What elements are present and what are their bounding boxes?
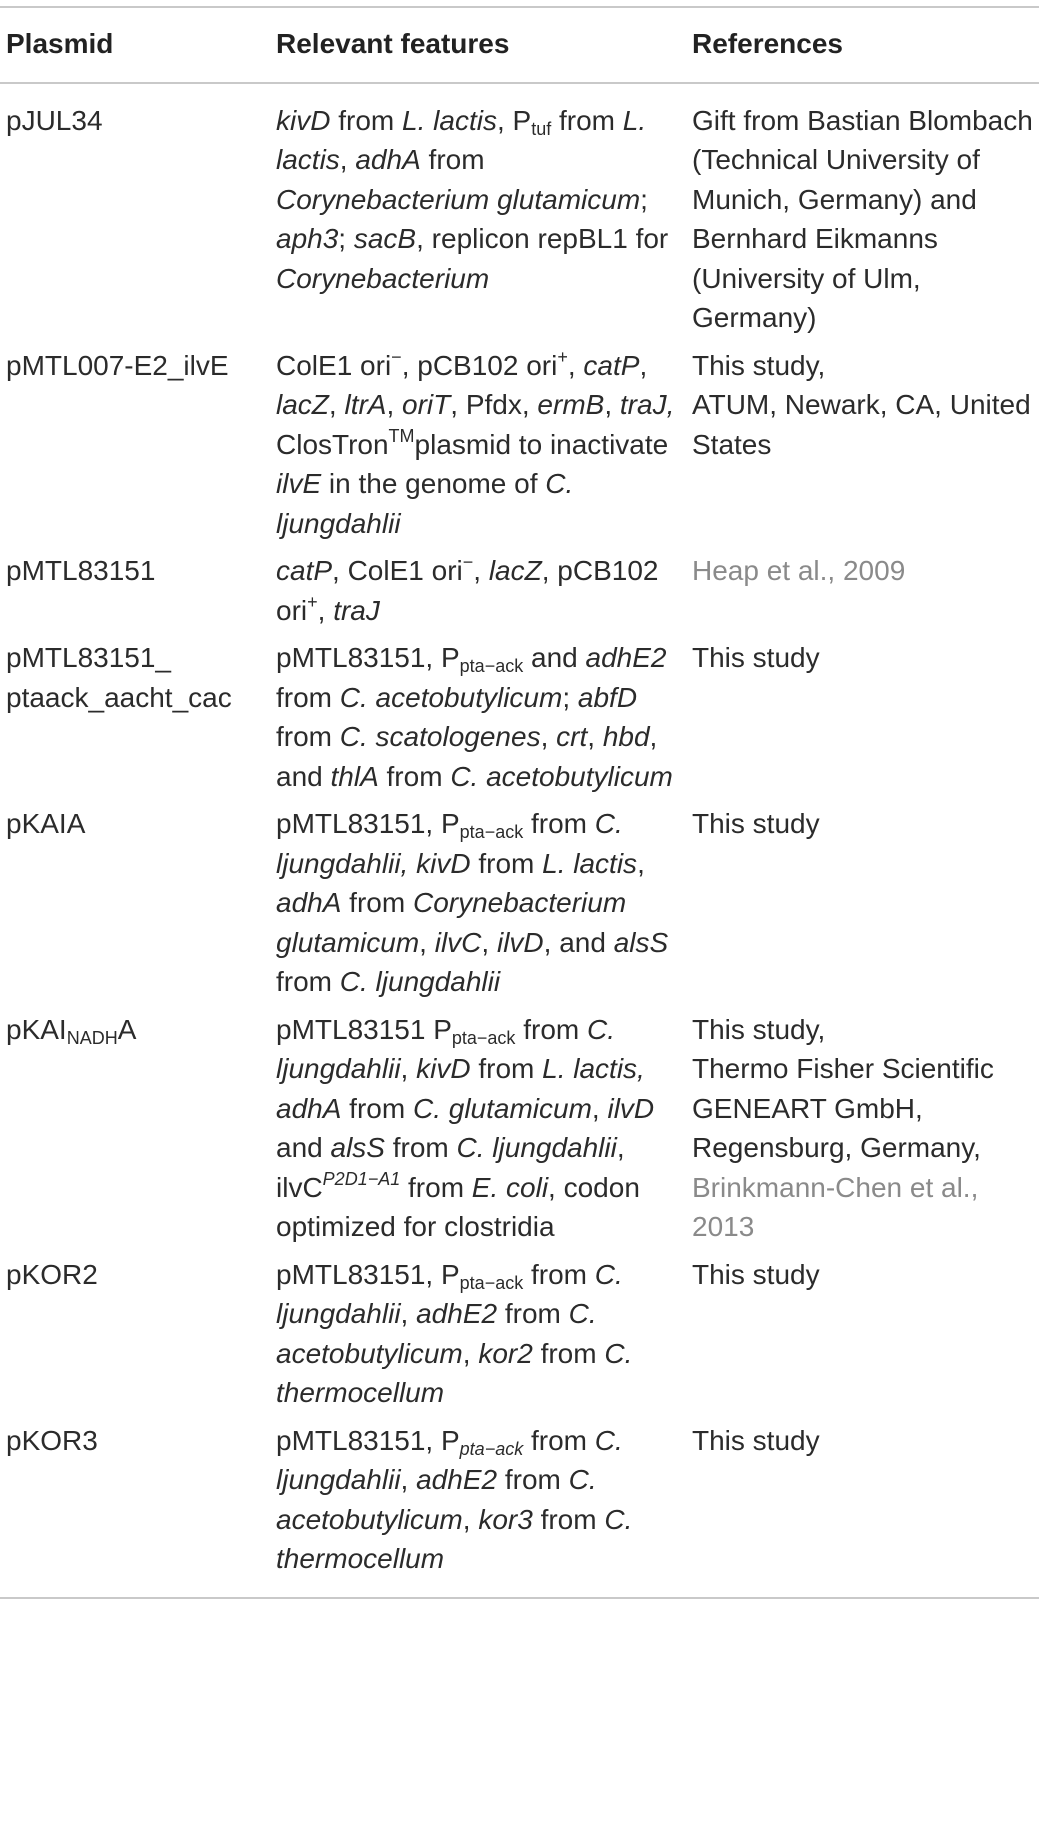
text: from	[523, 1424, 595, 1456]
features-cell	[270, 1010, 686, 1255]
text	[408, 848, 416, 879]
text: ;	[338, 223, 354, 254]
text: ,	[400, 1464, 417, 1495]
reference-text: ATUM, Newark, CA, United States	[692, 389, 1031, 460]
superscript: +	[557, 346, 568, 367]
reference-text: This study,	[692, 1013, 826, 1045]
table-row	[0, 1421, 1039, 1598]
gene-name: catP	[583, 349, 640, 381]
text: from	[532, 1337, 605, 1369]
organism-name: L. lactis, adhA	[276, 1053, 645, 1124]
plasmid-cell	[0, 1010, 270, 1255]
text: ,	[604, 389, 620, 420]
promoter-subscript: pta−ack	[459, 1438, 524, 1459]
gene-name: aph3	[276, 223, 339, 254]
text: ,	[400, 1053, 417, 1084]
text: pMTL83151, P	[276, 642, 460, 673]
variant-superscript: P2D1−A1	[322, 1168, 401, 1189]
promoter-subscript: tuf	[531, 118, 552, 139]
text: from	[276, 721, 340, 752]
text: , codon optimized for clostridia	[276, 1171, 640, 1242]
organism-name: C. acetobutylicum	[276, 1464, 597, 1535]
text: from	[276, 966, 340, 997]
gene-name: kivD	[416, 1053, 471, 1084]
features-cell	[270, 1421, 686, 1598]
gene-name: hbd	[602, 721, 650, 752]
text: ,	[317, 594, 334, 626]
gene-name: adhA	[276, 887, 342, 918]
gene-name: adhA	[355, 144, 421, 175]
plasmid-cell: pKAIA	[6, 808, 86, 839]
text: pMTL83151, P	[276, 1424, 460, 1456]
organism-name: Corynebacterium	[276, 262, 490, 294]
organism-name: E. coli	[471, 1171, 549, 1203]
gene-name: traJ	[333, 594, 380, 626]
plasmid-cell: pKOR2	[6, 1258, 98, 1290]
gene-name: ltrA	[344, 389, 387, 420]
text: , and	[543, 926, 614, 958]
reference-cell: This study	[692, 808, 820, 839]
text: from	[523, 808, 595, 839]
text: from	[551, 104, 623, 136]
gene-name: alsS	[330, 1132, 385, 1163]
text: from	[276, 681, 340, 713]
header-plasmid: Plasmid	[6, 28, 114, 59]
reference-cell	[686, 1010, 1039, 1255]
gene-name: oriT	[402, 389, 451, 420]
text: ,	[540, 721, 557, 752]
organism-name: C. ljungdahlii	[276, 468, 574, 539]
gene-name: lacZ	[488, 555, 542, 586]
header-references: References	[692, 28, 843, 59]
organism-name: C. ljungdahlii,	[276, 808, 623, 879]
trademark: TM	[388, 425, 415, 446]
reference-cell: Gift from Bastian Blombach (Technical University of Munich, Germany) and Bernhard Eikmanns (University of Ulm, Germany)	[692, 104, 1033, 333]
promoter-subscript: pta−ack	[459, 1272, 524, 1293]
organism-name: C. acetobutylicum	[339, 681, 563, 713]
organism-name: C. ljungdahlii	[456, 1132, 617, 1163]
table-row	[0, 83, 1039, 346]
table-row	[0, 551, 1039, 638]
reference-text: Thermo Fisher Scientific GENEART GmbH, Regensburg, Germany,	[692, 1053, 994, 1163]
gene-name: kor3	[478, 1503, 533, 1535]
text: ,	[639, 349, 648, 381]
table-row	[0, 1255, 1039, 1421]
gene-name: kivD	[276, 104, 331, 136]
gene-name: crt	[556, 721, 588, 752]
features-cell	[270, 1255, 686, 1421]
text: ,	[481, 926, 497, 958]
text: from	[384, 1132, 457, 1163]
plasmid-cell: pMTL83151_ ptaack_aacht_cac	[6, 642, 232, 713]
organism-name: C. scatologenes	[339, 721, 541, 752]
plasmid-cell: pMTL83151	[6, 555, 156, 586]
gene-name: ilvD	[496, 926, 544, 958]
gene-name: ilvC	[434, 926, 482, 958]
organism-name: L. lactis	[542, 847, 638, 879]
gene-name: lacZ	[276, 389, 329, 420]
text: from	[341, 887, 413, 918]
gene-name: ilvD	[607, 1092, 655, 1124]
text: ,	[386, 389, 403, 420]
text: ,	[587, 721, 603, 752]
reference-cell	[686, 346, 1039, 552]
plasmid-subscript: NADH	[66, 1027, 118, 1048]
gene-name: traJ,	[619, 389, 675, 420]
text: , and	[276, 721, 658, 792]
organism-name: C. thermocellum	[276, 1337, 633, 1408]
gene-name: adhE2	[585, 642, 667, 673]
superscript: −	[462, 552, 474, 572]
plasmid-cell: pKOR3	[6, 1424, 98, 1456]
gene-name: abfD	[577, 681, 638, 713]
text: pMTL83151, P	[276, 1258, 460, 1290]
superscript: −	[391, 346, 402, 367]
plasmid-name: pKAI	[6, 1013, 67, 1045]
features-cell	[270, 804, 686, 1010]
gene-name: thlA	[330, 760, 379, 792]
reference-cell	[686, 551, 1039, 638]
text: ;	[640, 183, 648, 215]
text: ClosTron	[276, 428, 389, 460]
organism-name: C. glutamicum	[412, 1092, 592, 1124]
text: from	[532, 1503, 605, 1535]
organism-name: C. ljungdahlii	[339, 966, 501, 997]
organism-name: Corynebacterium glutamicum	[276, 183, 641, 215]
gene-name: adhE2	[416, 1298, 498, 1329]
promoter-subscript: pta−ack	[459, 656, 524, 676]
text: , ColE1 ori	[332, 555, 463, 586]
text: ,	[419, 926, 435, 958]
text: ColE1 ori	[276, 349, 392, 381]
text: ,	[567, 349, 584, 381]
gene-name: kivD	[416, 847, 471, 879]
plasmid-cell	[0, 346, 270, 552]
text: pMTL83151, P	[276, 808, 460, 839]
text: ,	[473, 555, 489, 586]
organism-name: C. acetobutylicum	[276, 1298, 597, 1369]
reference-text: This study,	[692, 349, 826, 381]
text: , P	[496, 104, 532, 136]
text: from	[515, 1013, 587, 1045]
text: from	[378, 760, 451, 792]
plasmid-cell: pJUL34	[6, 104, 103, 136]
text: from	[497, 1464, 569, 1495]
text: from	[330, 104, 403, 136]
text: and	[276, 1132, 331, 1163]
table-row	[0, 638, 1039, 804]
text: pMTL83151 P	[276, 1013, 452, 1045]
reference-link[interactable]: Brinkmann-Chen et al., 2013	[692, 1171, 979, 1242]
reference-cell: This study	[692, 1424, 820, 1456]
text: from	[497, 1298, 569, 1329]
plasmid-name: pMTL007-E2_ilvE	[6, 349, 229, 381]
text: ,	[339, 144, 356, 175]
table-row	[0, 804, 1039, 1010]
header-relevant-features: Relevant features	[276, 28, 510, 59]
text: , replicon repBL1 for	[416, 223, 669, 254]
plasmid-name-suffix: A	[117, 1013, 137, 1045]
text: from	[400, 1171, 472, 1203]
organism-name: C. ljungdahlii	[276, 1258, 623, 1329]
gene-name: adhE2	[416, 1464, 498, 1495]
superscript: +	[307, 591, 318, 612]
text: , pCB102 ori	[401, 349, 558, 381]
text: plasmid to inactivate	[414, 428, 669, 460]
organism-name: L. lactis	[402, 104, 497, 136]
text: ,	[328, 389, 345, 420]
gene-name: catP	[276, 555, 333, 586]
features-cell	[270, 638, 686, 804]
gene-name: alsS	[613, 926, 669, 958]
text: , pCB102 ori	[276, 555, 659, 626]
reference-cell: This study	[692, 642, 820, 673]
text: from	[420, 144, 485, 175]
promoter-subscript: pta−ack	[451, 1027, 516, 1048]
promoter-subscript: pta−ack	[459, 822, 524, 842]
text: from	[470, 1053, 543, 1084]
features-cell	[270, 346, 686, 552]
organism-name: C. acetobutylicum	[450, 760, 673, 792]
organism-name: C. thermocellum	[276, 1503, 633, 1574]
reference-cell: This study	[692, 1258, 820, 1290]
organism-name: L. lactis	[276, 104, 647, 175]
text: ,	[400, 1298, 417, 1329]
gene-name: ilvE	[276, 468, 322, 499]
features-cell	[270, 551, 686, 638]
organism-name: Corynebacterium glutamicum	[276, 887, 627, 958]
reference-link[interactable]: Heap et al., 2009	[692, 555, 906, 586]
gene-name: sacB	[353, 223, 417, 254]
text: ,	[462, 1503, 479, 1535]
table-header-row	[0, 7, 1039, 83]
features-cell	[270, 83, 686, 346]
text: in the genome of	[321, 468, 546, 499]
text: ,	[637, 847, 645, 879]
text: from	[341, 1092, 413, 1124]
plasmid-table	[0, 6, 1039, 1599]
text: and	[523, 642, 586, 673]
text: ,	[462, 1337, 479, 1369]
text: ;	[562, 681, 578, 713]
organism-name: C. ljungdahlii	[276, 1013, 615, 1084]
text: ,	[591, 1092, 608, 1124]
table-row	[0, 1010, 1039, 1255]
text: from	[523, 1258, 595, 1290]
text: from	[470, 847, 543, 879]
gene-name: kor2	[478, 1337, 533, 1369]
gene-name: ermB	[537, 389, 605, 420]
text: , Pfdx,	[450, 389, 538, 420]
organism-name: C. ljungdahlii	[276, 1424, 623, 1495]
table-row	[0, 346, 1039, 552]
text: , ilvC	[276, 1132, 625, 1203]
